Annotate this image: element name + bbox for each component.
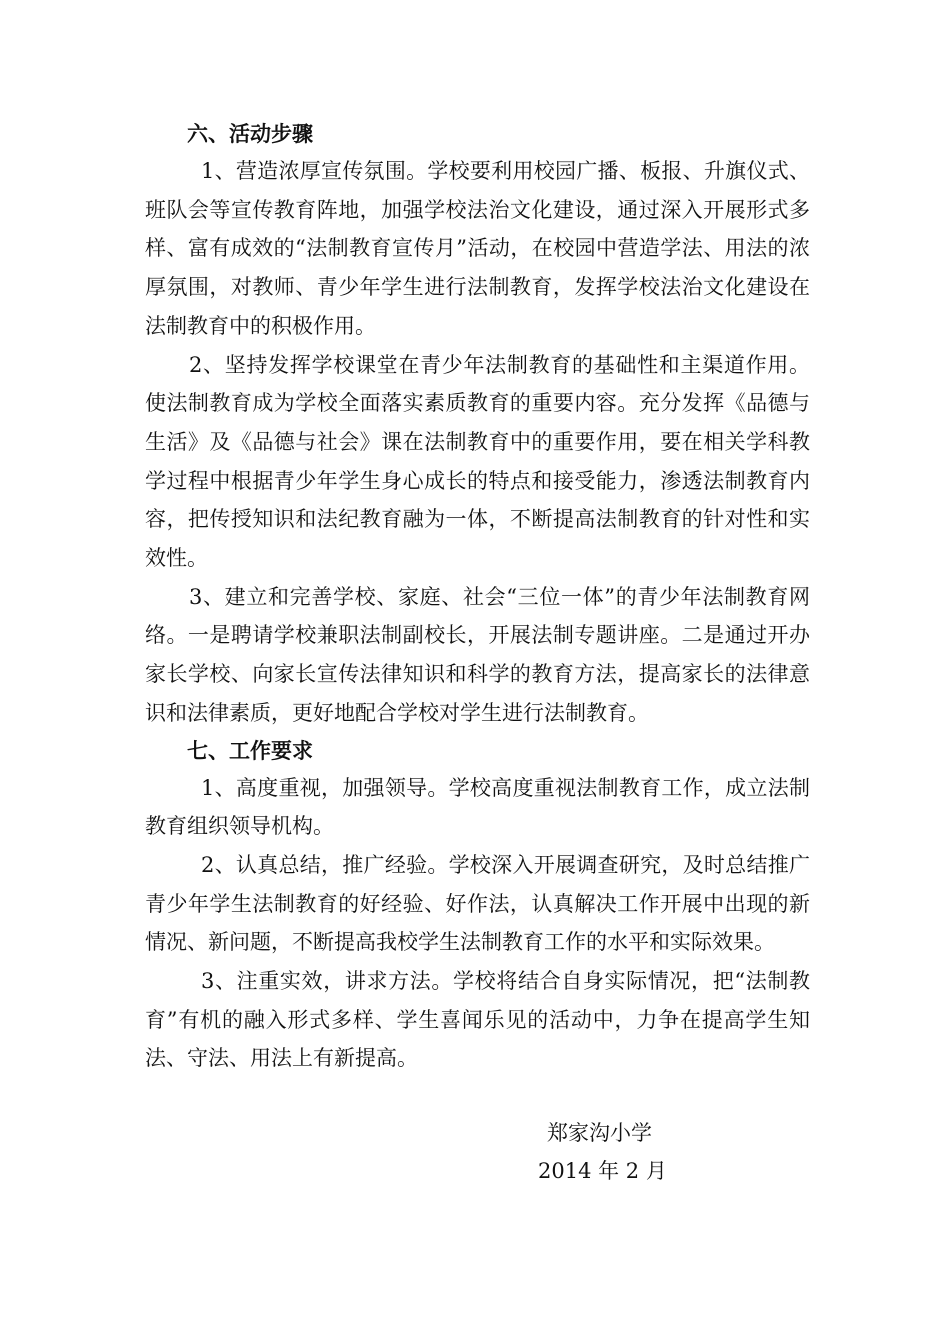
section-7-heading: 七、工作要求: [187, 737, 313, 763]
section-6-heading: 六、活动步骤: [187, 121, 313, 146]
signature-date: 2014 年 2 月: [538, 1159, 667, 1183]
section-6-paragraph-1: 1、营造浓厚宣传氛围。学校要利用校园广播、板报、升旗仪式、班队会等宣传教育阵地，加强学校法治文化建设，通过深入开展形式多样、富有成效的“法制教育宣传月”活动，在校园中营造学法、用法的浓厚氛围，对教师、青少年学生进行法制教育，发挥学校法治文化建设在法制教育中的积极作用。: [145, 159, 810, 338]
section-7-paragraph-3: 3、注重实效，讲求方法。学校将结合自身实际情况，把“法制教育”有机的融入形式多样、学生喜闻乐见的活动中，力争在提高学生知法、守法、用法上有新提高。: [145, 969, 810, 1071]
section-6-paragraph-3: 3、建立和完善学校、家庭、社会“三位一体”的青少年法制教育网络。一是聘请学校兼职法制副校长，开展法制专题讲座。二是通过开办家长学校、向家长宣传法律知识和科学的教育方法，提高家长的法律意识和法律素质，更好地配合学校对学生进行法制教育。: [145, 584, 810, 725]
section-6-paragraph-2: 2、坚持发挥学校课堂在青少年法制教育的基础性和主渠道作用。使法制教育成为学校全面落实素质教育的重要内容。充分发挥《品德与生活》及《品德与社会》课在法制教育中的重要作用，要在相关学科教学过程中根据青少年学生身心成长的特点和接受能力，渗透法制教育内容，把传授知识和法纪教育融为一体，不断提高法制教育的针对性和实效性。: [145, 352, 810, 571]
section-7-paragraph-2: 2、认真总结，推广经验。学校深入开展调查研究，及时总结推广青少年学生法制教育的好经验、好作法，认真解决工作开展中出现的新情况、新问题，不断提高我校学生法制教育工作的水平和实际效果。: [145, 852, 810, 955]
signature-school: 郑家沟小学: [547, 1121, 652, 1145]
section-7-paragraph-1: 1、高度重视，加强领导。学校高度重视法制教育工作，成立法制教育组织领导机构。: [145, 775, 810, 839]
document-body: [145, 116, 810, 1078]
